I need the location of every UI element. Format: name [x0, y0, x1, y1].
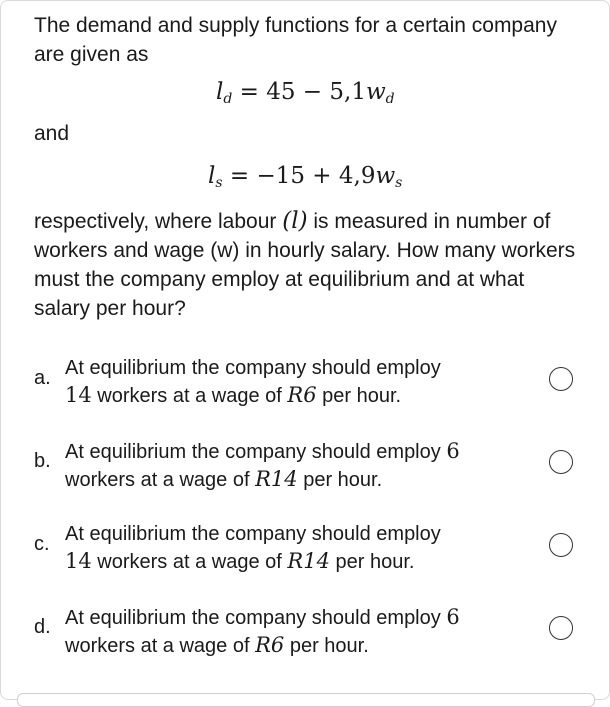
- eq1-rhs: = 45 − 5,1: [232, 79, 366, 105]
- option-letter: d.: [34, 616, 51, 638]
- question-body: [34, 207, 579, 323]
- eq1-lhs-sub: d: [223, 91, 233, 107]
- eq2-rhs: = −15 + 4,9: [222, 163, 376, 189]
- question-intro: [34, 11, 574, 69]
- option-a-radio[interactable]: [549, 367, 573, 391]
- eq2-lhs-var: l: [208, 163, 216, 189]
- eq1-lhs-var: l: [216, 79, 224, 105]
- labour-symbol: (l): [282, 208, 308, 234]
- option-text: At equilibrium the company should employ 6 workers at a wage of R14 per hour.: [65, 439, 460, 491]
- eq1-rhs-var: w: [365, 79, 386, 105]
- supply-equation: [208, 163, 402, 189]
- connector-text: and: [34, 122, 70, 145]
- option-c-radio[interactable]: [549, 533, 573, 557]
- question-body-part1: respectively, where labour: [34, 210, 283, 233]
- option-a[interactable]: [34, 355, 594, 415]
- option-letter: b.: [34, 450, 51, 472]
- option-text: At equilibrium the company should employ 14 workers at a wage of R14 per hour.: [65, 523, 441, 573]
- eq2-rhs-sub: s: [395, 175, 403, 191]
- eq1-rhs-sub: d: [385, 91, 395, 107]
- option-b-radio[interactable]: [549, 450, 573, 474]
- demand-equation: [216, 79, 395, 105]
- option-d-radio[interactable]: [549, 616, 573, 640]
- next-section-edge: [17, 693, 595, 707]
- option-d[interactable]: [34, 604, 594, 664]
- option-letter: c.: [34, 533, 50, 555]
- option-c[interactable]: [34, 521, 594, 581]
- question-intro-text: The demand and supply functions for a certain company are given as: [34, 14, 557, 66]
- option-letter: a.: [34, 367, 51, 389]
- eq2-rhs-var: w: [375, 163, 396, 189]
- option-text: At equilibrium the company should employ 6 workers at a wage of R6 per hour.: [65, 605, 460, 657]
- option-b[interactable]: [34, 438, 594, 498]
- question-body-part2: is measured in number of workers and wage (w) in hourly salary. How many workers must the company employ at equilibrium and at what salary per hour?: [34, 210, 576, 320]
- eq2-lhs-sub: s: [215, 175, 223, 191]
- option-text: At equilibrium the company should employ 14 workers at a wage of R6 per hour.: [65, 357, 441, 407]
